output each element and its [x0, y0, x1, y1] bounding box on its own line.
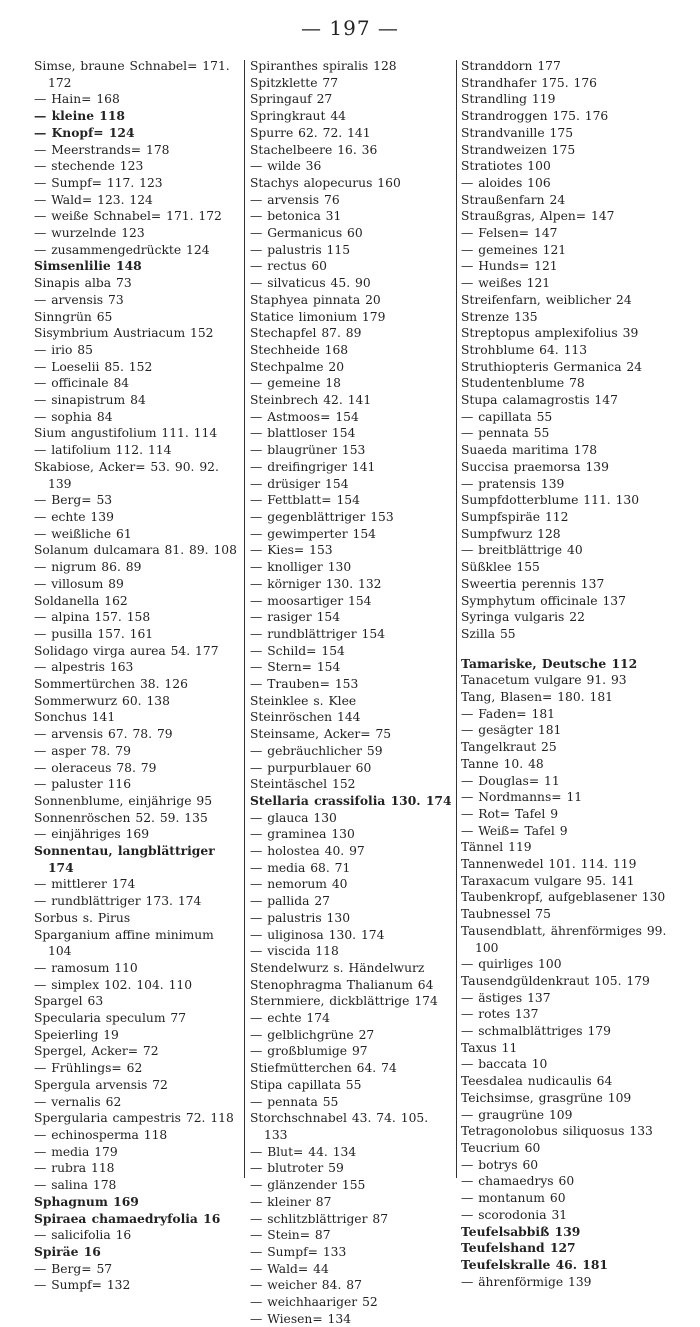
index-entry: Sweertia perennis 137	[461, 576, 605, 591]
index-entry: Specularia speculum 77	[34, 1011, 187, 1026]
index-entry: — salicifolia 16	[34, 1228, 132, 1243]
index-entry: — rectus 60	[250, 259, 327, 274]
index-entry: — media 179	[34, 1144, 118, 1159]
index-entry: Taxus 11	[461, 1040, 518, 1055]
index-entry: — blattloser 154	[250, 426, 356, 441]
index-entry: Straußgras, Alpen= 147	[461, 209, 615, 224]
index-entry: — wurzelnde 123	[34, 226, 145, 241]
index-entry: Tanacetum vulgare 91. 93	[461, 673, 627, 688]
index-entry: Sinapis alba 73	[34, 276, 132, 291]
letter-section-gap	[461, 643, 680, 656]
index-entry: — Sumpf= 117. 123	[34, 175, 163, 190]
index-entry: — einjähriges 169	[34, 827, 150, 842]
index-entry: — Rot= Tafel 9	[461, 806, 559, 821]
index-entry: Sonnentau, langblättriger 174	[34, 843, 215, 875]
index-entry: — Hain= 168	[34, 92, 120, 107]
index-entry: — kleiner 87	[250, 1194, 332, 1209]
index-entry: — Wiesen= 134	[250, 1311, 352, 1326]
index-entry: Simse, braune Schnabel= 171. 172	[34, 59, 230, 90]
index-entry: Sium angustifolium 111. 114	[34, 426, 218, 441]
index-entry: — villosum 89	[34, 576, 124, 591]
index-entry: — arvensis 73	[34, 292, 124, 307]
index-entry: Teufelskralle 46. 181	[461, 1256, 608, 1272]
index-entry: — holostea 40. 97	[250, 844, 365, 859]
index-entry: Sorbus s. Pirus	[34, 910, 131, 925]
index-entry: — Germanicus 60	[250, 226, 363, 241]
index-entry: — Sumpf= 132	[34, 1278, 131, 1293]
index-entry: Spiräe 16	[34, 1243, 101, 1259]
column-divider-left	[244, 60, 245, 1178]
index-entry: — schmalblättriges 179	[461, 1024, 611, 1039]
index-entry: — viscida 118	[250, 944, 339, 959]
index-entry: Stendelwurz s. Händelwurz	[250, 960, 425, 975]
index-entry: — arvensis 67. 78. 79	[34, 727, 173, 742]
index-entry: Stellaria crassifolia 130. 174	[250, 792, 452, 808]
index-entry: Taraxacum vulgare 95. 141	[461, 873, 635, 888]
index-entry: — baccata 10	[461, 1057, 548, 1072]
index-entry: — Wald= 44	[250, 1261, 329, 1276]
index-entry: Simsenlilie 148	[34, 258, 142, 274]
index-entry: — rundblättriger 173. 174	[34, 894, 202, 909]
index-entry: — kleine 118	[34, 108, 125, 124]
index-entry: — officinale 84	[34, 376, 130, 391]
index-column-1	[34, 58, 242, 1294]
index-entry: — weißliche 61	[34, 526, 132, 541]
index-entry: — nemorum 40	[250, 877, 348, 892]
index-entry: Stachelbeere 16. 36	[250, 142, 378, 157]
index-entry: Stachys alopecurus 160	[250, 175, 401, 190]
index-entry: Strandling 119	[461, 92, 556, 107]
index-entry: Stechapfel 87. 89	[250, 326, 362, 341]
index-entry: — gemeines 121	[461, 242, 567, 257]
index-entry: — schlitzblättriger 87	[250, 1211, 389, 1226]
index-entry: Strandweizen 175	[461, 142, 576, 157]
index-entry: Sonnenblume, einjährige 95	[34, 793, 213, 808]
index-entry: Teucrium 60	[461, 1141, 541, 1155]
index-entry: — stechende 123	[34, 159, 144, 174]
index-entry: Steinbrech 42. 141	[250, 393, 372, 408]
index-entry: — drüsiger 154	[250, 476, 349, 491]
index-entry: — media 68. 71	[250, 860, 351, 875]
index-entry: — gegenblättriger 153	[250, 509, 394, 524]
index-entry: — quirliges 100	[461, 957, 562, 972]
index-entry: Tang, Blasen= 180. 181	[461, 690, 613, 705]
index-entry: Spiraea chamaedryfolia 16	[34, 1210, 221, 1226]
index-entry: — weichhaariger 52	[250, 1295, 378, 1310]
index-entry: — ästiges 137	[461, 990, 551, 1005]
index-entry: Springauf 27	[250, 92, 333, 107]
index-entry: Sommerwurz 60. 138	[34, 693, 170, 708]
index-entry: Streptopus amplexifolius 39	[461, 326, 639, 341]
index-entry: — rubra 118	[34, 1161, 115, 1176]
index-entry: — alpina 157. 158	[34, 610, 151, 625]
index-entry: Sumpfdotterblume 111. 130	[461, 493, 640, 508]
index-entry: Soldanella 162	[34, 593, 128, 608]
index-entry: — glänzender 155	[250, 1178, 366, 1193]
index-entry: Sumpfspiräe 112	[461, 509, 569, 524]
index-entry: Storchschnabel 43. 74. 105. 133	[250, 1111, 429, 1142]
index-entry: Stipa capillata 55	[250, 1077, 362, 1092]
index-entry: — echte 174	[250, 1011, 330, 1026]
index-entry: — botrys 60	[461, 1157, 539, 1172]
index-entry: Szilla 55	[461, 626, 516, 641]
index-entry: Stechpalme 20	[250, 359, 345, 374]
index-entry: — gesägter 181	[461, 723, 562, 738]
index-column-3	[461, 58, 680, 1290]
index-entry: Sphagnum 169	[34, 1193, 139, 1209]
index-entry: — scorodonia 31	[461, 1207, 568, 1222]
index-entry: Spergel, Acker= 72	[34, 1044, 159, 1059]
index-entry: — gelblichgrüne 27	[250, 1027, 375, 1042]
index-entry: — pallida 27	[250, 894, 330, 909]
index-entry: — breitblättrige 40	[461, 543, 583, 558]
index-entry: — körniger 130. 132	[250, 576, 382, 591]
index-entry: Solidago virga aurea 54. 177	[34, 643, 219, 658]
index-entry: — Nordmanns= 11	[461, 790, 583, 805]
index-entry: Strandvanille 175	[461, 125, 574, 140]
index-entry: Taubnessel 75	[461, 907, 551, 922]
index-entry: — arvensis 76	[250, 192, 340, 207]
index-entry: — gewimperter 154	[250, 526, 376, 541]
index-entry: — Hunds= 121	[461, 259, 558, 274]
index-entry: Steinklee s. Klee	[250, 693, 357, 708]
index-entry: Sisymbrium Austriacum 152	[34, 326, 214, 341]
index-entry: Sinngrün 65	[34, 309, 113, 324]
index-entry: Strohblume 64. 113	[461, 342, 588, 357]
index-entry: Skabiose, Acker= 53. 90. 92. 139	[34, 459, 219, 491]
index-entry: — Loeselii 85. 152	[34, 359, 153, 374]
index-entry: Taubenkropf, aufgeblasener 130	[461, 890, 666, 905]
index-entry: — rasiger 154	[250, 610, 341, 625]
index-entry: — Wald= 123. 124	[34, 192, 153, 207]
index-entry: — weiße Schnabel= 171. 172	[34, 209, 222, 224]
index-entry: — Weiß= Tafel 9	[461, 823, 568, 838]
index-entry: — blaugrüner 153	[250, 443, 366, 458]
index-entry: — vernalis 62	[34, 1094, 122, 1109]
index-entry: Spergularia campestris 72. 118	[34, 1111, 234, 1126]
index-entry: Teichsimse, grasgrüne 109	[461, 1090, 632, 1105]
page-number: — 197 —	[301, 16, 399, 40]
index-entry: — simplex 102. 104. 110	[34, 977, 193, 992]
index-entry: — asper 78. 79	[34, 743, 131, 758]
index-entry: — weißes 121	[461, 276, 551, 291]
index-entry: Statice limonium 179	[250, 309, 386, 324]
index-entry: — graminea 130	[250, 827, 355, 842]
index-entry: — Kies= 153	[250, 543, 333, 558]
index-entry: Sumpfwurz 128	[461, 526, 561, 541]
index-entry: Steintäschel 152	[250, 777, 356, 792]
index-entry: — Felsen= 147	[461, 226, 558, 241]
index-entry: — mittlerer 174	[34, 877, 136, 892]
index-entry: — Berg= 53	[34, 493, 113, 508]
index-entry: Spitzklette 77	[250, 75, 339, 90]
index-entry: — Meerstrands= 178	[34, 142, 170, 157]
index-entry: Spergula arvensis 72	[34, 1077, 168, 1092]
index-entry: Teesdalea nudicaulis 64	[461, 1074, 613, 1089]
index-entry: — dreifingriger 141	[250, 459, 376, 474]
index-entry: — palustris 115	[250, 242, 351, 257]
index-entry: — Astmoos= 154	[250, 409, 359, 424]
index-entry: — pratensis 139	[461, 476, 565, 491]
index-entry: — großblumige 97	[250, 1044, 368, 1059]
index-entry: — glauca 130	[250, 810, 337, 825]
index-entry: Stupa calamagrostis 147	[461, 393, 618, 408]
index-entry: — Fettblatt= 154	[250, 493, 360, 508]
index-entry: Tausendgüldenkraut 105. 179	[461, 973, 650, 988]
index-entry: Suaeda maritima 178	[461, 443, 598, 458]
index-entry: — Blut= 44. 134	[250, 1144, 357, 1159]
index-entry: Springkraut 44	[250, 109, 346, 124]
index-entry: Tännel 119	[461, 840, 532, 855]
index-entry: Tannenwedel 101. 114. 119	[461, 857, 637, 872]
index-entry: Sonchus 141	[34, 710, 116, 725]
index-entry: — zusammengedrückte 124	[34, 242, 210, 257]
index-entry: Spargel 63	[34, 994, 104, 1009]
index-entry: — oleraceus 78. 79	[34, 760, 157, 775]
index-entry: Speierling 19	[34, 1027, 119, 1042]
index-entry: — Stein= 87	[250, 1228, 331, 1243]
index-entry: — echinosperma 118	[34, 1128, 168, 1142]
index-entry: Spurre 62. 72. 141	[250, 125, 371, 140]
index-entry: Süßklee 155	[461, 560, 540, 575]
index-entry: Struthiopteris Germanica 24	[461, 359, 643, 374]
index-entry: — Trauben= 153	[250, 677, 359, 692]
index-entry: — chamaedrys 60	[461, 1174, 575, 1189]
index-entry: Tangelkraut 25	[461, 740, 557, 755]
index-entry: Tanne 10. 48	[461, 756, 544, 771]
index-entry: Succisa praemorsa 139	[461, 459, 609, 474]
index-entry: — sophia 84	[34, 409, 113, 424]
index-entry: — montanum 60	[461, 1191, 566, 1206]
index-entry: Steinröschen 144	[250, 710, 361, 725]
index-entry: Stenophragma Thalianum 64	[250, 977, 434, 992]
index-entry: Symphytum officinale 137	[461, 593, 626, 608]
index-entry: Teufelshand 127	[461, 1240, 576, 1256]
index-entry: — palustris 130	[250, 910, 351, 925]
index-entry: — silvaticus 45. 90	[250, 276, 371, 291]
index-entry: Teufelsabbiß 139	[461, 1223, 581, 1239]
index-entry: — ährenförmige 139	[461, 1274, 592, 1289]
index-entry: — blutroter 59	[250, 1161, 344, 1176]
index-entry: — Knopf= 124	[34, 124, 135, 140]
index-entry: — Stern= 154	[250, 660, 341, 675]
index-entry: Sparganium affine minimum 104	[34, 927, 214, 959]
index-entry: Tetragonolobus siliquosus 133	[461, 1124, 653, 1139]
index-entry: — salina 178	[34, 1178, 117, 1193]
index-entry: Streifenfarn, weiblicher 24	[461, 292, 632, 307]
index-entry: — rundblättriger 154	[250, 626, 386, 641]
index-entry: Strandroggen 175. 176	[461, 109, 609, 124]
index-entry: — nigrum 86. 89	[34, 560, 142, 575]
index-entry: — weicher 84. 87	[250, 1278, 362, 1293]
index-entry: — aloides 106	[461, 175, 551, 190]
index-entry: Tamariske, Deutsche 112	[461, 655, 638, 671]
index-entry: — irio 85	[34, 342, 93, 357]
index-entry: — Faden= 181	[461, 706, 555, 721]
index-entry: — pusilla 157. 161	[34, 626, 154, 641]
index-entry: Stiefmütterchen 64. 74	[250, 1061, 397, 1076]
index-entry: Steinsame, Acker= 75	[250, 727, 392, 742]
index-entry: — gebräuchlicher 59	[250, 743, 383, 758]
index-entry: — graugrüne 109	[461, 1107, 573, 1122]
index-entry: Stranddorn 177	[461, 59, 561, 73]
column-divider-right	[456, 60, 457, 1178]
index-entry: Stratiotes 100	[461, 159, 551, 174]
index-entry: Sommertürchen 38. 126	[34, 677, 188, 692]
index-entry: Solanum dulcamara 81. 89. 108	[34, 543, 237, 558]
index-entry: — Sumpf= 133	[250, 1244, 347, 1259]
index-entry: — Schild= 154	[250, 643, 345, 658]
index-entry: — gemeine 18	[250, 376, 341, 391]
index-entry: — betonica 31	[250, 209, 342, 224]
index-entry: — echte 139	[34, 509, 114, 524]
index-entry: Stechheide 168	[250, 342, 349, 357]
index-entry: — Douglas= 11	[461, 773, 560, 788]
index-entry: — ramosum 110	[34, 960, 138, 975]
index-entry: Straußenfarn 24	[461, 192, 566, 207]
index-entry: Spiranthes spiralis 128	[250, 59, 397, 73]
index-entry: Syringa vulgaris 22	[461, 610, 585, 625]
index-entry: — pennata 55	[461, 426, 550, 441]
index-entry: Tausendblatt, ährenförmiges 99. 100	[461, 923, 667, 955]
index-entry: Sternmiere, dickblättrige 174	[250, 994, 438, 1009]
index-entry: — sinapistrum 84	[34, 393, 146, 408]
index-entry: Strenze 135	[461, 309, 538, 324]
index-column-2	[250, 58, 455, 1327]
index-entry: — Berg= 57	[34, 1261, 113, 1276]
index-entry: — knolliger 130	[250, 560, 352, 575]
index-entry: — moosartiger 154	[250, 593, 372, 608]
index-entry: Strandhafer 175. 176	[461, 75, 597, 90]
index-entry: — latifolium 112. 114	[34, 443, 172, 458]
index-entry: Studentenblume 78	[461, 376, 585, 391]
index-entry: — paluster 116	[34, 777, 132, 792]
index-entry: Sonnenröschen 52. 59. 135	[34, 810, 208, 825]
index-entry: — wilde 36	[250, 159, 322, 174]
index-entry: — uliginosa 130. 174	[250, 927, 385, 942]
index-entry: — alpestris 163	[34, 660, 134, 675]
index-entry: Staphyea pinnata 20	[250, 292, 381, 307]
index-entry: — pennata 55	[250, 1094, 339, 1109]
index-entry: — rotes 137	[461, 1007, 539, 1022]
index-entry: — capillata 55	[461, 409, 553, 424]
index-entry: — purpurblauer 60	[250, 760, 372, 775]
index-entry: — Frühlings= 62	[34, 1061, 143, 1076]
